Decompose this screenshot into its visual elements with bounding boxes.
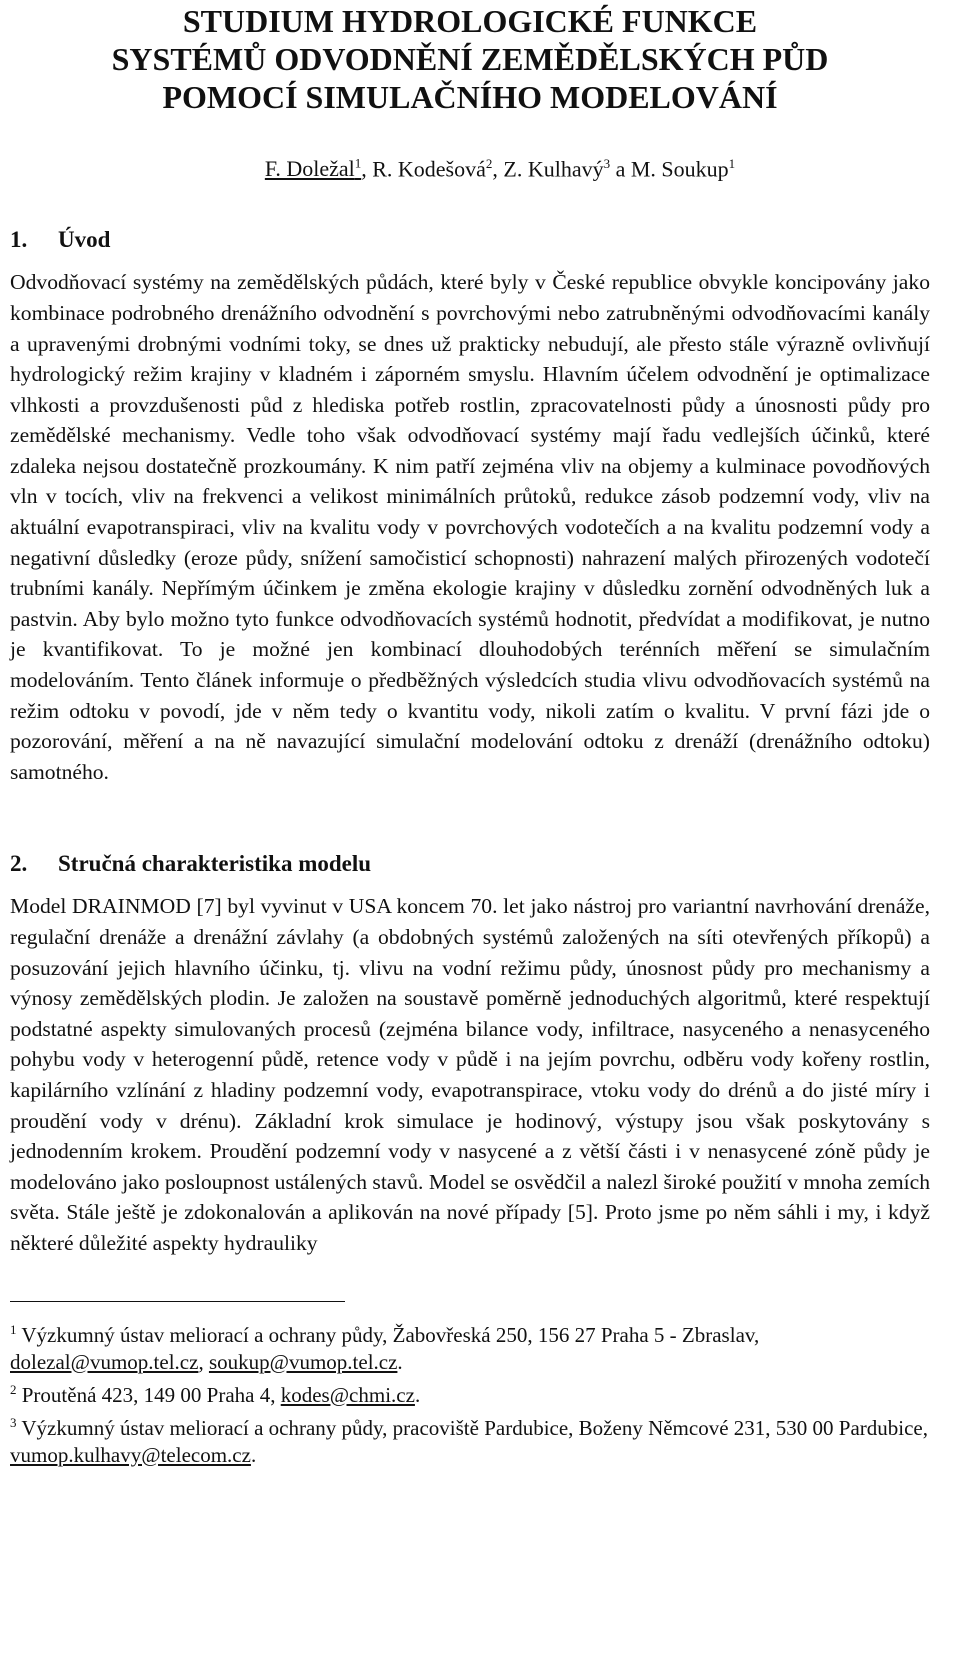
section-title: Úvod bbox=[58, 227, 111, 253]
model-paragraph: Model DRAINMOD [7] byl vyvinut v USA koncem 70. let jako nástroj pro variantní navrhování drenáže, regulační drenáže a drenážní závlahy (a obdobných systémů založených na síti otevřených příkopů) a posuzování jejich hlavního účinku, tj. vlivu na vodní režimu půdy, únosnost půdy pro mechanismy a výnosy zemědělských plodin. Je založen na soustavě poměrně jednoduchých algoritmů, které respektují podstatné aspekty simulovaných procesů (zejména bilance vody, infiltrace, nasyceného a nenasyceného pohybu vody v heterogenní půdě, retence vody v půdě i na jejím povrchu, odběru vody kořeny rostlin, kapilárního vzlínání z hladiny podzemní vody, evapotranspirace, vtoku vody do drénů a do jisté míry i proudění vody v drénu). Základní krok simulace je hodinový, výstupy jsou však poskytovány s jednodenním krokem. Proudění podzemní vody v nasycené a z větší části i v nenasycené zóně půdy je modelováno jako posloupnost ustálených stavů. Model se osvědčil a nalezl široké použití v mnoha zemích světa. Stále ještě je zdokonalován a aplikován na nové případy [5]. Proto jsme po něm sáhli i my, i když některé důležité aspekty hydrauliky bbox=[10, 894, 930, 1255]
footnote-separator: , bbox=[198, 1349, 209, 1374]
section-heading-intro bbox=[10, 225, 930, 255]
footnote-3 bbox=[10, 1409, 930, 1469]
author-list bbox=[10, 150, 930, 183]
footnote-number: 3 bbox=[10, 1414, 17, 1430]
footnote-text: Proutěná 423, 149 00 Praha 4, bbox=[16, 1382, 281, 1407]
footnote-text: Výzkumný ústav meliorací a ochrany půdy, pracoviště Pardubice, Boženy Němcové 231, 530 00 Pardubice, bbox=[16, 1415, 929, 1440]
email-link-dolezal[interactable]: dolezal@vumop.tel.cz bbox=[10, 1349, 199, 1374]
author-name: F. Doležal bbox=[264, 156, 355, 182]
footnote-end: . bbox=[397, 1349, 403, 1374]
affiliation-marker: 1 bbox=[354, 156, 362, 171]
title-line-3: POMOCÍ SIMULAČNÍHO MODELOVÁNÍ bbox=[162, 79, 778, 115]
section-heading-model bbox=[10, 849, 930, 879]
email-link-soukup[interactable]: soukup@vumop.tel.cz bbox=[208, 1349, 398, 1374]
author-separator: a bbox=[610, 156, 631, 182]
author-separator: , bbox=[361, 156, 373, 182]
footnote-number: 1 bbox=[10, 1321, 17, 1337]
paper-title bbox=[10, 2, 930, 116]
affiliation-marker: 1 bbox=[728, 156, 736, 171]
footnote-end: . bbox=[250, 1442, 257, 1467]
footnote-divider bbox=[10, 1301, 345, 1302]
email-link-kulhavy[interactable]: vumop.kulhavy@telecom.cz bbox=[10, 1442, 251, 1467]
section-number: 2. bbox=[10, 851, 28, 877]
intro-paragraph: Odvodňovací systémy na zemědělských půdách, které byly v České republice obvykle koncipovány jako kombinace podrobného drenážního odvodnění s povrchovými nebo zatrubněnými odvodňovacími kanály a upravenými drobnými vodními toky, se dnes už prakticky nebudují, ale přesto stále výrazně ovlivňují hydrologický režim krajiny v kladném i záporném smyslu. Hlavním účelem odvodnění je optimalizace vlhkosti a provzdušenosti půd z hlediska potřeb rostlin, zpracovatelnosti půdy a únosnosti půdy pro zemědělské mechanismy. Vedle toho však odvodňovací systémy mají řadu vedlejších účinků, které zdaleka nejsou dostatečně prozkoumány. K nim patří zejména vliv na objemy a kulminace povodňových vln v tocích, vliv na frekvenci a velikost minimálních průtoků, redukce zásob podzemní vody, vliv na aktuální evapotranspiraci, vliv na kvalitu vody v povrchových vodotečích a na kvalitu podzemní vody a negativní důsledky (eroze půdy, snížení samočisticí schopnosti) nahrazení malých přirozených vodotečí trubními kanály. Nepřímým účinkem je změna ekologie krajiny v důsledku zornění odvodněných luk a pastvin. Aby bylo možno tyto funkce odvodňovacích systémů hodnotit, předvídat a modifikovat, je nutno je kvantifikovat. To je možné jen kombinací dlouhodobých terénních měření se simulačním modelováním. Tento článek informuje o předběžných výsledcích studia vlivu odvodňovacích systémů na režim odtoku v povodí, jde v něm tedy o kvantitu vody, nikoli zatím o kvalitu. V první fázi jde o pozorování, měření a na ně navazující simulační modelování odtoku z drenáží (drenážního odtoku) samotného. bbox=[10, 270, 930, 784]
title-line-1: STUDIUM HYDROLOGICKÉ FUNKCE bbox=[182, 3, 758, 39]
author-link-dolezal[interactable] bbox=[265, 156, 361, 181]
footnote-1 bbox=[10, 1316, 930, 1376]
email-link-kodes[interactable]: kodes@chmi.cz bbox=[280, 1382, 415, 1407]
author-separator: , bbox=[492, 156, 504, 182]
author-name: R. Kodešová bbox=[372, 156, 486, 182]
footnote-2 bbox=[10, 1376, 930, 1409]
footnotes bbox=[10, 1316, 930, 1469]
footnote-number: 2 bbox=[10, 1381, 17, 1397]
section-title: Stručná charakteristika modelu bbox=[58, 851, 372, 877]
footnote-text: Výzkumný ústav meliorací a ochrany půdy, Žabovřeská 250, 156 27 Praha 5 - Zbraslav, bbox=[16, 1322, 760, 1347]
affiliation-marker: 2 bbox=[485, 156, 493, 171]
title-line-2: SYSTÉMŮ ODVODNĚNÍ ZEMĚDĚLSKÝCH PŮD bbox=[111, 41, 829, 77]
footnote-end: . bbox=[414, 1382, 421, 1407]
section-number: 1. bbox=[10, 227, 28, 253]
affiliation-marker: 3 bbox=[603, 156, 611, 171]
author-name: M. Soukup bbox=[630, 156, 729, 182]
author-name: Z. Kulhavý bbox=[503, 156, 604, 182]
